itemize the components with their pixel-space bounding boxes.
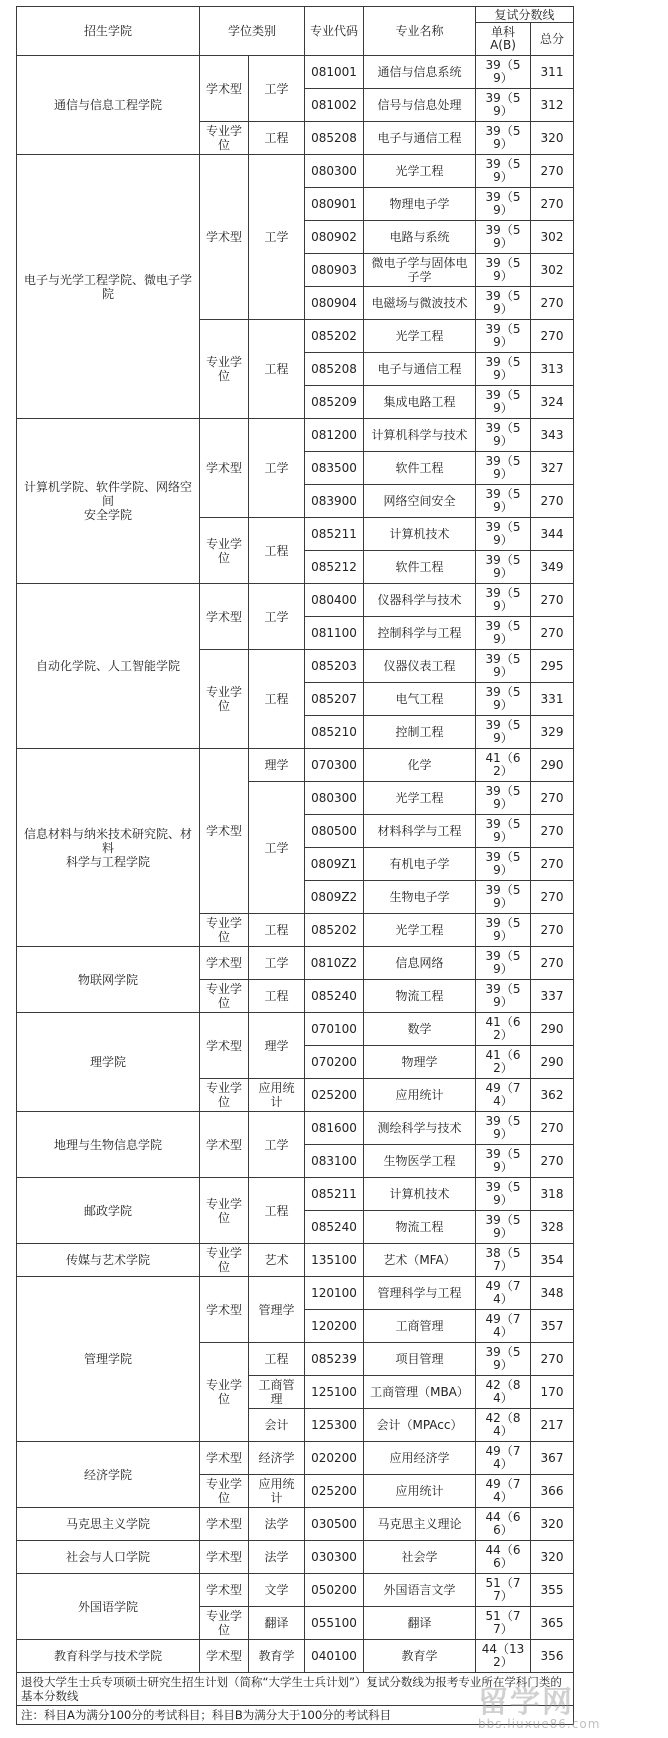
degree-type-cell: 专业学 位 (200, 122, 249, 155)
total-score-cell: 320 (531, 122, 574, 155)
major-name-cell: 计算机技术 (364, 1178, 476, 1211)
college-cell: 邮政学院 (17, 1178, 200, 1244)
major-name-cell: 工商管理 (364, 1310, 476, 1343)
single-score-cell: 39（5 9） (476, 683, 531, 716)
single-score-cell: 39（5 9） (476, 287, 531, 320)
table-row (17, 1277, 574, 1310)
college-cell: 电子与光学工程学院、微电子学院 (17, 155, 200, 419)
degree-type-cell: 专业学 位 (200, 1178, 249, 1244)
total-score-cell: 355 (531, 1574, 574, 1607)
total-score-cell: 362 (531, 1079, 574, 1112)
college-cell: 地理与生物信息学院 (17, 1112, 200, 1178)
table-row (17, 947, 574, 980)
major-code-cell: 125300 (305, 1409, 364, 1442)
single-score-cell: 44（13 2） (476, 1640, 531, 1673)
major-code-cell: 030300 (305, 1541, 364, 1574)
table-row (17, 56, 574, 89)
degree-type-cell: 学术型 (200, 155, 249, 320)
degree-type-cell: 学术型 (200, 56, 249, 122)
note-text: 退役大学生士兵专项硕士研究生招生计划（简称“大学生士兵计划”）复试分数线为报考专业所在学科门类的基本分数线 (17, 1673, 574, 1706)
discipline-cell: 应用统 计 (249, 1475, 305, 1508)
single-score-cell: 39（5 9） (476, 518, 531, 551)
major-name-cell: 物理学 (364, 1046, 476, 1079)
major-name-cell: 电路与系统 (364, 221, 476, 254)
total-score-cell: 324 (531, 386, 574, 419)
major-code-cell: 081600 (305, 1112, 364, 1145)
degree-type-cell: 专业学 位 (200, 1475, 249, 1508)
major-name-cell: 通信与信息系统 (364, 56, 476, 89)
major-code-cell: 125100 (305, 1376, 364, 1409)
single-score-cell: 41（6 2） (476, 1013, 531, 1046)
single-score-cell: 39（5 9） (476, 980, 531, 1013)
major-code-cell: 085203 (305, 650, 364, 683)
major-code-cell: 055100 (305, 1607, 364, 1640)
major-name-cell: 艺术（MFA） (364, 1244, 476, 1277)
single-score-cell: 39（5 9） (476, 485, 531, 518)
major-code-cell: 081002 (305, 89, 364, 122)
total-score-cell: 270 (531, 485, 574, 518)
major-code-cell: 085240 (305, 980, 364, 1013)
major-code-cell: 120200 (305, 1310, 364, 1343)
single-score-cell: 51（7 7） (476, 1607, 531, 1640)
major-name-cell: 光学工程 (364, 782, 476, 815)
single-score-cell: 39（5 9） (476, 320, 531, 353)
major-code-cell: 080903 (305, 254, 364, 287)
discipline-cell: 工学 (249, 584, 305, 650)
major-code-cell: 081200 (305, 419, 364, 452)
major-name-cell: 马克思主义理论 (364, 1508, 476, 1541)
major-code-cell: 085209 (305, 386, 364, 419)
major-code-cell: 085208 (305, 122, 364, 155)
table-row (17, 155, 574, 188)
note-row (17, 1706, 574, 1725)
major-code-cell: 0809Z2 (305, 881, 364, 914)
discipline-cell: 工学 (249, 947, 305, 980)
discipline-cell: 工程 (249, 980, 305, 1013)
single-score-cell: 39（5 9） (476, 782, 531, 815)
total-score-cell: 357 (531, 1310, 574, 1343)
major-code-cell: 0810Z2 (305, 947, 364, 980)
degree-type-cell: 专业学 位 (200, 320, 249, 419)
single-score-cell: 39（5 9） (476, 122, 531, 155)
major-name-cell: 集成电路工程 (364, 386, 476, 419)
major-name-cell: 应用统计 (364, 1475, 476, 1508)
total-score-cell: 270 (531, 914, 574, 947)
total-score-cell: 270 (531, 617, 574, 650)
table-row (17, 1442, 574, 1475)
total-score-cell: 311 (531, 56, 574, 89)
major-code-cell: 070100 (305, 1013, 364, 1046)
discipline-cell: 法学 (249, 1541, 305, 1574)
single-score-cell: 39（5 9） (476, 56, 531, 89)
college-cell: 外国语学院 (17, 1574, 200, 1640)
discipline-cell: 应用统 计 (249, 1079, 305, 1112)
retest-score-table (16, 6, 574, 1725)
college-cell: 传媒与艺术学院 (17, 1244, 200, 1277)
major-name-cell: 光学工程 (364, 320, 476, 353)
discipline-cell: 理学 (249, 1013, 305, 1079)
watermark-text: 留学网 (478, 1685, 574, 1720)
degree-type-cell: 专业学 位 (200, 1343, 249, 1442)
discipline-cell: 艺术 (249, 1244, 305, 1277)
major-name-cell: 翻译 (364, 1607, 476, 1640)
single-score-cell: 49（7 4） (476, 1277, 531, 1310)
major-name-cell: 社会学 (364, 1541, 476, 1574)
total-score-cell: 290 (531, 749, 574, 782)
major-code-cell: 080904 (305, 287, 364, 320)
major-name-cell: 物流工程 (364, 1211, 476, 1244)
total-score-cell: 367 (531, 1442, 574, 1475)
total-score-cell: 270 (531, 1145, 574, 1178)
single-score-cell: 39（5 9） (476, 617, 531, 650)
discipline-cell: 工学 (249, 1112, 305, 1178)
degree-type-cell: 学术型 (200, 1277, 249, 1343)
major-code-cell: 085202 (305, 914, 364, 947)
single-score-cell: 39（5 9） (476, 551, 531, 584)
major-name-cell: 光学工程 (364, 914, 476, 947)
degree-type-cell: 学术型 (200, 1112, 249, 1178)
total-score-cell: 318 (531, 1178, 574, 1211)
major-code-cell: 081100 (305, 617, 364, 650)
degree-type-cell: 专业学 位 (200, 650, 249, 749)
major-name-cell: 生物电子学 (364, 881, 476, 914)
total-score-cell: 290 (531, 1013, 574, 1046)
total-score-cell: 320 (531, 1508, 574, 1541)
discipline-cell: 经济学 (249, 1442, 305, 1475)
major-code-cell: 083500 (305, 452, 364, 485)
major-code-cell: 135100 (305, 1244, 364, 1277)
major-code-cell: 085211 (305, 518, 364, 551)
single-score-cell: 39（5 9） (476, 1211, 531, 1244)
total-score-cell: 302 (531, 254, 574, 287)
discipline-cell: 管理学 (249, 1277, 305, 1343)
total-score-cell: 329 (531, 716, 574, 749)
total-score-cell: 343 (531, 419, 574, 452)
major-name-cell: 管理科学与工程 (364, 1277, 476, 1310)
major-code-cell: 050200 (305, 1574, 364, 1607)
major-name-cell: 控制工程 (364, 716, 476, 749)
single-score-cell: 39（5 9） (476, 650, 531, 683)
major-code-cell: 070200 (305, 1046, 364, 1079)
total-score-cell: 312 (531, 89, 574, 122)
total-score-cell: 344 (531, 518, 574, 551)
major-name-cell: 数学 (364, 1013, 476, 1046)
major-name-cell: 仪器仪表工程 (364, 650, 476, 683)
total-score-cell: 270 (531, 1112, 574, 1145)
major-name-cell: 计算机科学与技术 (364, 419, 476, 452)
major-code-cell: 025200 (305, 1079, 364, 1112)
discipline-cell: 会计 (249, 1409, 305, 1442)
degree-type-cell: 学术型 (200, 749, 249, 914)
major-name-cell: 电子与通信工程 (364, 122, 476, 155)
table-row (17, 1541, 574, 1574)
total-score-cell: 270 (531, 848, 574, 881)
header-college: 招生学院 (17, 7, 200, 56)
single-score-cell: 41（6 2） (476, 749, 531, 782)
major-name-cell: 物理电子学 (364, 188, 476, 221)
header-row (17, 7, 574, 23)
header-major-name: 专业名称 (364, 7, 476, 56)
total-score-cell: 270 (531, 947, 574, 980)
major-code-cell: 085207 (305, 683, 364, 716)
total-score-cell: 331 (531, 683, 574, 716)
degree-type-cell: 专业学 位 (200, 518, 249, 584)
single-score-cell: 39（5 9） (476, 452, 531, 485)
total-score-cell: 327 (531, 452, 574, 485)
degree-type-cell: 学术型 (200, 1640, 249, 1673)
total-score-cell: 356 (531, 1640, 574, 1673)
major-name-cell: 仪器科学与技术 (364, 584, 476, 617)
discipline-cell: 工商管 理 (249, 1376, 305, 1409)
note-text: 注：科目A为满分100分的考试科目；科目B为满分大于100分的考试科目 (17, 1706, 574, 1725)
degree-type-cell: 学术型 (200, 1442, 249, 1475)
header-retest-line: 复试分数线 (476, 7, 574, 23)
discipline-cell: 理学 (249, 749, 305, 782)
single-score-cell: 39（5 9） (476, 881, 531, 914)
total-score-cell: 270 (531, 584, 574, 617)
single-score-cell: 39（5 9） (476, 1145, 531, 1178)
college-cell: 管理学院 (17, 1277, 200, 1442)
major-name-cell: 光学工程 (364, 155, 476, 188)
major-name-cell: 电子与通信工程 (364, 353, 476, 386)
degree-type-cell: 学术型 (200, 1508, 249, 1541)
single-score-cell: 49（7 4） (476, 1079, 531, 1112)
single-score-cell: 39（5 9） (476, 1112, 531, 1145)
college-cell: 马克思主义学院 (17, 1508, 200, 1541)
header-total: 总分 (531, 23, 574, 56)
single-score-cell: 39（5 9） (476, 1343, 531, 1376)
major-code-cell: 030500 (305, 1508, 364, 1541)
college-cell: 自动化学院、人工智能学院 (17, 584, 200, 749)
degree-type-cell: 学术型 (200, 1541, 249, 1574)
major-name-cell: 测绘科学与技术 (364, 1112, 476, 1145)
major-code-cell: 0809Z1 (305, 848, 364, 881)
total-score-cell: 170 (531, 1376, 574, 1409)
total-score-cell: 270 (531, 155, 574, 188)
major-code-cell: 085208 (305, 353, 364, 386)
major-name-cell: 控制科学与工程 (364, 617, 476, 650)
major-name-cell: 材料科学与工程 (364, 815, 476, 848)
total-score-cell: 337 (531, 980, 574, 1013)
single-score-cell: 39（5 9） (476, 254, 531, 287)
major-name-cell: 物流工程 (364, 980, 476, 1013)
table-row (17, 1574, 574, 1607)
discipline-cell: 工学 (249, 419, 305, 518)
discipline-cell: 工学 (249, 56, 305, 122)
major-code-cell: 080500 (305, 815, 364, 848)
college-cell: 物联网学院 (17, 947, 200, 1013)
major-code-cell: 085211 (305, 1178, 364, 1211)
total-score-cell: 365 (531, 1607, 574, 1640)
major-name-cell: 软件工程 (364, 551, 476, 584)
major-code-cell: 080300 (305, 782, 364, 815)
single-score-cell: 51（7 7） (476, 1574, 531, 1607)
single-score-cell: 39（5 9） (476, 155, 531, 188)
major-code-cell: 085210 (305, 716, 364, 749)
major-name-cell: 电磁场与微波技术 (364, 287, 476, 320)
discipline-cell: 工程 (249, 518, 305, 584)
single-score-cell: 39（5 9） (476, 947, 531, 980)
major-code-cell: 085239 (305, 1343, 364, 1376)
header-degree-type: 学位类别 (200, 7, 305, 56)
major-code-cell: 081001 (305, 56, 364, 89)
discipline-cell: 工学 (249, 782, 305, 914)
single-score-cell: 39（5 9） (476, 419, 531, 452)
total-score-cell: 270 (531, 782, 574, 815)
degree-type-cell: 学术型 (200, 584, 249, 650)
major-code-cell: 040100 (305, 1640, 364, 1673)
total-score-cell: 320 (531, 1541, 574, 1574)
discipline-cell: 法学 (249, 1508, 305, 1541)
single-score-cell: 39（5 9） (476, 188, 531, 221)
single-score-cell: 39（5 9） (476, 716, 531, 749)
discipline-cell: 翻译 (249, 1607, 305, 1640)
discipline-cell: 工程 (249, 914, 305, 947)
table-row (17, 1013, 574, 1046)
college-cell: 社会与人口学院 (17, 1541, 200, 1574)
single-score-cell: 44（6 6） (476, 1508, 531, 1541)
discipline-cell: 文学 (249, 1574, 305, 1607)
discipline-cell: 工程 (249, 122, 305, 155)
major-code-cell: 120100 (305, 1277, 364, 1310)
major-name-cell: 会计（MPAcc） (364, 1409, 476, 1442)
major-name-cell: 应用经济学 (364, 1442, 476, 1475)
major-name-cell: 电气工程 (364, 683, 476, 716)
major-code-cell: 085202 (305, 320, 364, 353)
major-name-cell: 信息网络 (364, 947, 476, 980)
major-name-cell: 信号与信息处理 (364, 89, 476, 122)
single-score-cell: 39（5 9） (476, 386, 531, 419)
discipline-cell: 工程 (249, 1178, 305, 1244)
single-score-cell: 42（8 4） (476, 1376, 531, 1409)
table-row (17, 1112, 574, 1145)
major-name-cell: 软件工程 (364, 452, 476, 485)
total-score-cell: 270 (531, 320, 574, 353)
discipline-cell: 工学 (249, 155, 305, 320)
table-row (17, 419, 574, 452)
total-score-cell: 270 (531, 287, 574, 320)
degree-type-cell: 学术型 (200, 1013, 249, 1079)
college-cell: 信息材料与纳米技术研究院、材料 科学与工程学院 (17, 749, 200, 947)
table-row (17, 1178, 574, 1211)
total-score-cell: 270 (531, 815, 574, 848)
major-name-cell: 计算机技术 (364, 518, 476, 551)
total-score-cell: 217 (531, 1409, 574, 1442)
discipline-cell: 工程 (249, 320, 305, 419)
major-code-cell: 083100 (305, 1145, 364, 1178)
major-code-cell: 080400 (305, 584, 364, 617)
single-score-cell: 39（5 9） (476, 584, 531, 617)
table-row (17, 749, 574, 782)
total-score-cell: 270 (531, 881, 574, 914)
major-code-cell: 070300 (305, 749, 364, 782)
major-name-cell: 化学 (364, 749, 476, 782)
single-score-cell: 49（7 4） (476, 1442, 531, 1475)
discipline-cell: 教育学 (249, 1640, 305, 1673)
degree-type-cell: 专业学 位 (200, 980, 249, 1013)
major-code-cell: 080901 (305, 188, 364, 221)
discipline-cell: 工程 (249, 650, 305, 749)
major-code-cell: 020200 (305, 1442, 364, 1475)
major-name-cell: 外国语言文学 (364, 1574, 476, 1607)
table-row (17, 1508, 574, 1541)
table-row (17, 1244, 574, 1277)
single-score-cell: 49（7 4） (476, 1310, 531, 1343)
single-score-cell: 39（5 9） (476, 221, 531, 254)
single-score-cell: 39（5 9） (476, 353, 531, 386)
major-name-cell: 生物医学工程 (364, 1145, 476, 1178)
total-score-cell: 348 (531, 1277, 574, 1310)
single-score-cell: 41（6 2） (476, 1046, 531, 1079)
total-score-cell: 328 (531, 1211, 574, 1244)
major-name-cell: 微电子学与固体电 子学 (364, 254, 476, 287)
major-name-cell: 网络空间安全 (364, 485, 476, 518)
total-score-cell: 270 (531, 188, 574, 221)
single-score-cell: 38（5 7） (476, 1244, 531, 1277)
total-score-cell: 270 (531, 1343, 574, 1376)
watermark-url: bbs.liuxue86.com (478, 1717, 601, 1731)
major-code-cell: 025200 (305, 1475, 364, 1508)
single-score-cell: 49（7 4） (476, 1475, 531, 1508)
single-score-cell: 39（5 9） (476, 815, 531, 848)
degree-type-cell: 专业学 位 (200, 914, 249, 947)
major-name-cell: 教育学 (364, 1640, 476, 1673)
discipline-cell: 工程 (249, 1343, 305, 1376)
major-name-cell: 有机电子学 (364, 848, 476, 881)
table-row (17, 584, 574, 617)
major-name-cell: 工商管理（MBA） (364, 1376, 476, 1409)
table-row (17, 1640, 574, 1673)
single-score-cell: 44（6 6） (476, 1541, 531, 1574)
college-cell: 理学院 (17, 1013, 200, 1112)
total-score-cell: 313 (531, 353, 574, 386)
major-code-cell: 083900 (305, 485, 364, 518)
degree-type-cell: 专业学 位 (200, 1244, 249, 1277)
college-cell: 教育科学与技术学院 (17, 1640, 200, 1673)
degree-type-cell: 学术型 (200, 419, 249, 518)
single-score-cell: 39（5 9） (476, 89, 531, 122)
single-score-cell: 42（8 4） (476, 1409, 531, 1442)
major-name-cell: 项目管理 (364, 1343, 476, 1376)
major-code-cell: 080902 (305, 221, 364, 254)
major-name-cell: 应用统计 (364, 1079, 476, 1112)
total-score-cell: 366 (531, 1475, 574, 1508)
major-code-cell: 080300 (305, 155, 364, 188)
header-single-subject: 单科 A(B) (476, 23, 531, 56)
total-score-cell: 302 (531, 221, 574, 254)
degree-type-cell: 学术型 (200, 1574, 249, 1607)
degree-type-cell: 专业学 位 (200, 1607, 249, 1640)
single-score-cell: 39（5 9） (476, 848, 531, 881)
total-score-cell: 290 (531, 1046, 574, 1079)
single-score-cell: 39（5 9） (476, 1178, 531, 1211)
college-cell: 经济学院 (17, 1442, 200, 1508)
major-code-cell: 085212 (305, 551, 364, 584)
major-code-cell: 085240 (305, 1211, 364, 1244)
total-score-cell: 354 (531, 1244, 574, 1277)
total-score-cell: 295 (531, 650, 574, 683)
header-major-code: 专业代码 (305, 7, 364, 56)
total-score-cell: 349 (531, 551, 574, 584)
single-score-cell: 39（5 9） (476, 914, 531, 947)
degree-type-cell: 专业学 位 (200, 1079, 249, 1112)
note-row (17, 1673, 574, 1706)
college-cell: 计算机学院、软件学院、网络空间 安全学院 (17, 419, 200, 584)
college-cell: 通信与信息工程学院 (17, 56, 200, 155)
degree-type-cell: 学术型 (200, 947, 249, 980)
